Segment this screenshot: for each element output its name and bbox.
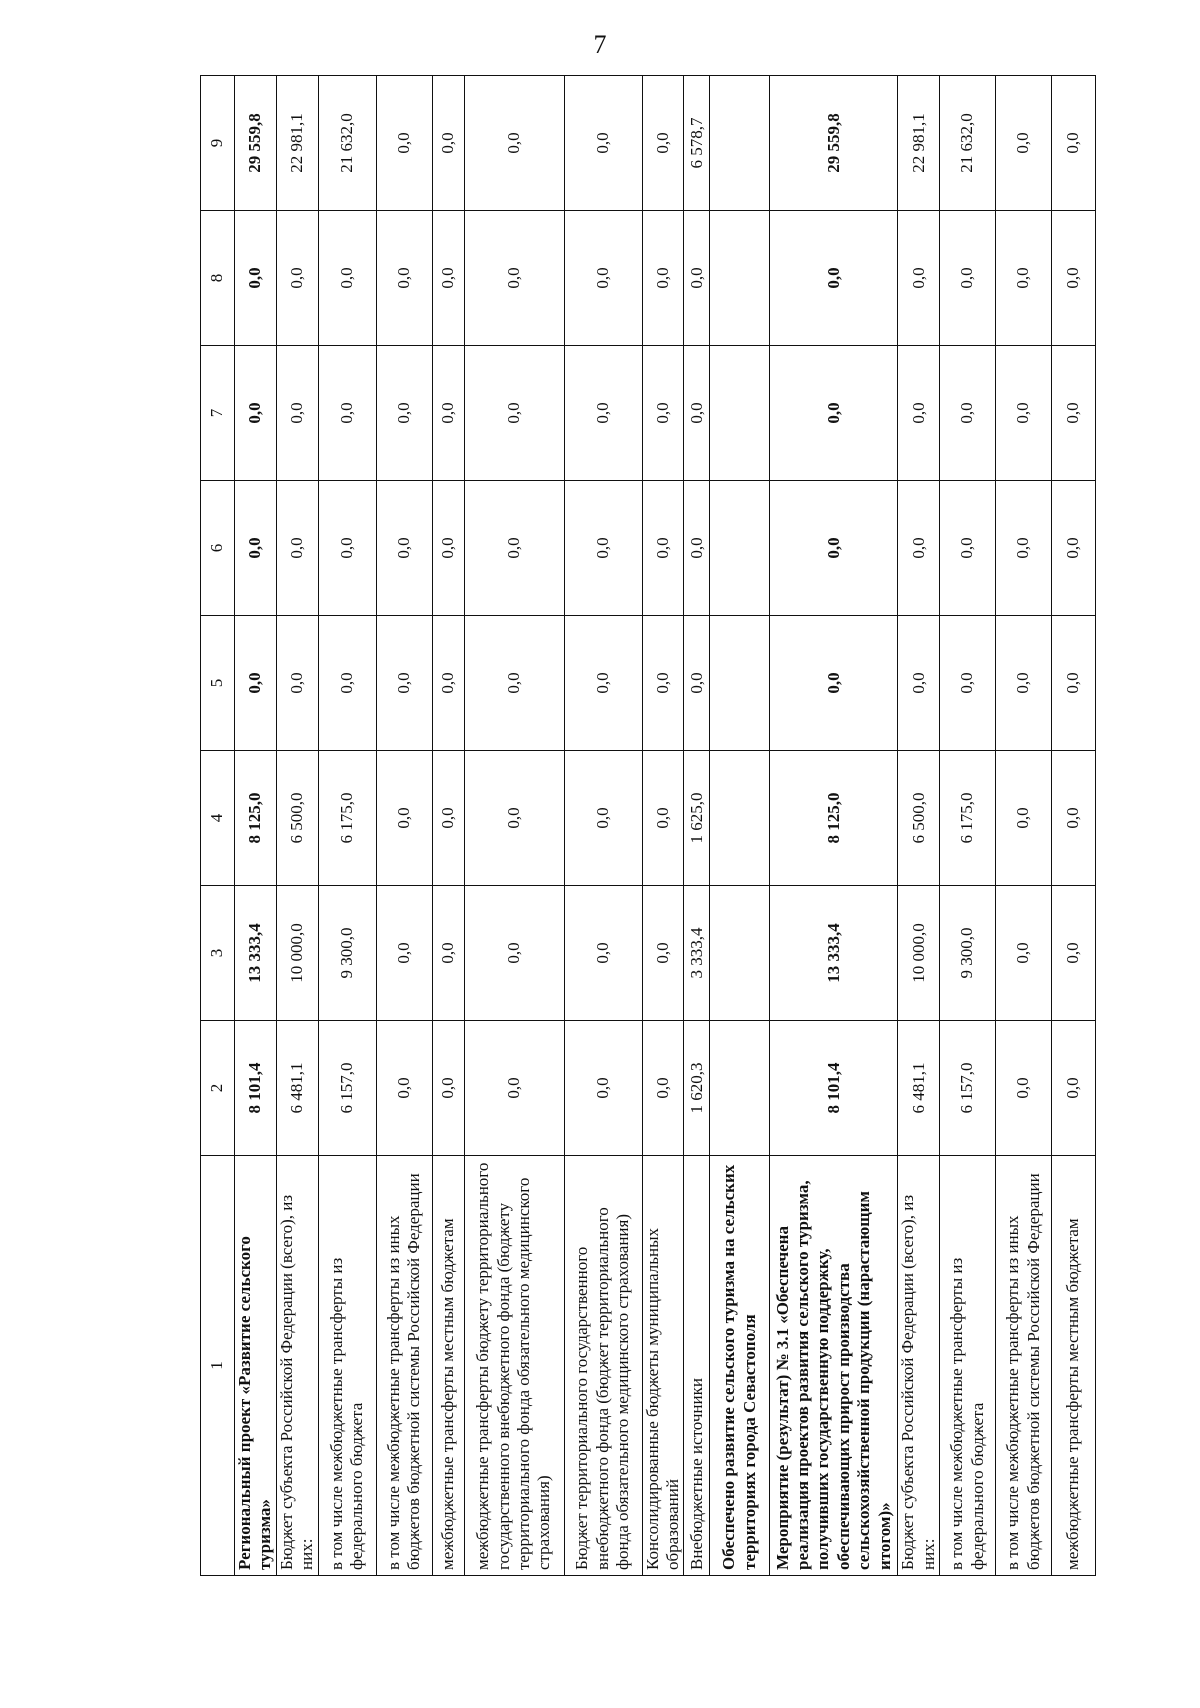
value-cell: 0,0 (276, 616, 318, 751)
table-row (564, 76, 642, 1576)
row-label: межбюджетные трансферты местным бюджетам (432, 1156, 464, 1576)
value-cell: 10 000,0 (898, 886, 940, 1021)
value-cell: 0,0 (770, 346, 898, 481)
funding-table (200, 75, 1096, 1576)
value-cell: 0,0 (996, 346, 1052, 481)
value-cell: 21 632,0 (940, 76, 996, 211)
value-cell: 0,0 (996, 751, 1052, 886)
value-cell: 0,0 (464, 481, 564, 616)
value-cell: 0,0 (770, 616, 898, 751)
value-cell: 0,0 (684, 346, 710, 481)
value-cell: 0,0 (996, 616, 1052, 751)
row-label: межбюджетные трансферты бюджету территориального государственного внебюджетного фонда (бюджету территориального фонда обязательного медицинского страхования) (464, 1156, 564, 1576)
row-label: Бюджет субъекта Российской Федерации (всего), из них: (898, 1156, 940, 1576)
value-cell: 0,0 (642, 886, 684, 1021)
table-row (898, 76, 940, 1576)
value-cell: 0,0 (898, 211, 940, 346)
value-cell: 0,0 (318, 346, 376, 481)
row-label: в том числе межбюджетные трансферты из иных бюджетов бюджетной системы Российской Федерации (376, 1156, 432, 1576)
value-cell: 6 175,0 (940, 751, 996, 886)
value-cell: 0,0 (235, 481, 277, 616)
value-cell: 0,0 (564, 481, 642, 616)
value-cell: 6 578,7 (684, 76, 710, 211)
value-cell: 0,0 (996, 886, 1052, 1021)
value-cell: 0,0 (996, 1021, 1052, 1156)
value-cell: 0,0 (1052, 211, 1096, 346)
value-cell: 0,0 (564, 76, 642, 211)
value-cell: 0,0 (1052, 76, 1096, 211)
value-cell: 0,0 (376, 1021, 432, 1156)
value-cell (710, 481, 770, 616)
value-cell (710, 751, 770, 886)
value-cell: 0,0 (642, 211, 684, 346)
value-cell: 10 000,0 (276, 886, 318, 1021)
value-cell: 8 125,0 (770, 751, 898, 886)
table-row (1052, 76, 1096, 1576)
table-row (642, 76, 684, 1576)
value-cell: 0,0 (235, 211, 277, 346)
value-cell: 0,0 (318, 481, 376, 616)
row-label: Обеспечено развитие сельского туризма на сельских территориях города Севастополя (710, 1156, 770, 1576)
value-cell: 0,0 (464, 616, 564, 751)
value-cell: 0,0 (318, 211, 376, 346)
value-cell: 0,0 (1052, 751, 1096, 886)
row-label: Мероприятие (результат) № 3.1 «Обеспечена реализация проектов развития сельского туризма, получивших государственную поддержку, обеспечивающих прирост производства сельскохозяйственной продукции (нарастающим итогом)» (770, 1156, 898, 1576)
value-cell: 6 157,0 (318, 1021, 376, 1156)
table-row (318, 76, 376, 1576)
value-cell: 0,0 (684, 211, 710, 346)
value-cell: 9 300,0 (940, 886, 996, 1021)
value-cell: 0,0 (642, 751, 684, 886)
page-number: 7 (593, 30, 607, 59)
value-cell: 29 559,8 (235, 76, 277, 211)
value-cell: 0,0 (642, 346, 684, 481)
row-label: Региональный проект «Развитие сельского туризма» (235, 1156, 277, 1576)
value-cell: 9 300,0 (318, 886, 376, 1021)
column-header: 5 (201, 616, 235, 751)
table-row (276, 76, 318, 1576)
value-cell: 0,0 (564, 211, 642, 346)
value-cell: 0,0 (432, 76, 464, 211)
value-cell: 0,0 (684, 481, 710, 616)
value-cell: 0,0 (1052, 616, 1096, 751)
value-cell (710, 346, 770, 481)
row-label: в том числе межбюджетные трансферты из иных бюджетов бюджетной системы Российской Федерации (996, 1156, 1052, 1576)
column-header: 7 (201, 346, 235, 481)
value-cell: 0,0 (642, 1021, 684, 1156)
value-cell: 8 101,4 (770, 1021, 898, 1156)
value-cell: 0,0 (376, 346, 432, 481)
value-cell: 0,0 (940, 211, 996, 346)
value-cell: 0,0 (642, 76, 684, 211)
value-cell: 0,0 (1052, 346, 1096, 481)
row-label: в том числе межбюджетные трансферты из федерального бюджета (940, 1156, 996, 1576)
value-cell: 0,0 (996, 481, 1052, 616)
value-cell: 1 620,3 (684, 1021, 710, 1156)
value-cell: 0,0 (684, 616, 710, 751)
table-row (710, 76, 770, 1576)
value-cell: 0,0 (940, 346, 996, 481)
value-cell: 21 632,0 (318, 76, 376, 211)
value-cell: 0,0 (940, 481, 996, 616)
row-label: Внебюджетные источники (684, 1156, 710, 1576)
header-row (201, 76, 235, 1576)
value-cell: 3 333,4 (684, 886, 710, 1021)
value-cell: 8 101,4 (235, 1021, 277, 1156)
value-cell: 0,0 (464, 211, 564, 346)
rotated-table-wrapper (200, 76, 1083, 1576)
value-cell: 0,0 (464, 76, 564, 211)
value-cell: 0,0 (464, 886, 564, 1021)
value-cell: 6 481,1 (276, 1021, 318, 1156)
value-cell: 0,0 (464, 751, 564, 886)
value-cell (710, 616, 770, 751)
value-cell: 0,0 (770, 481, 898, 616)
value-cell: 0,0 (564, 751, 642, 886)
table-row (235, 76, 277, 1576)
row-label: в том числе межбюджетные трансферты из федерального бюджета (318, 1156, 376, 1576)
value-cell: 0,0 (898, 616, 940, 751)
value-cell: 0,0 (376, 616, 432, 751)
table-body (201, 76, 1096, 1576)
value-cell: 0,0 (376, 211, 432, 346)
value-cell: 0,0 (235, 346, 277, 481)
value-cell: 22 981,1 (276, 76, 318, 211)
value-cell: 0,0 (940, 616, 996, 751)
value-cell: 0,0 (564, 886, 642, 1021)
column-header: 3 (201, 886, 235, 1021)
value-cell: 0,0 (276, 481, 318, 616)
value-cell: 0,0 (276, 346, 318, 481)
value-cell: 0,0 (1052, 481, 1096, 616)
value-cell: 0,0 (376, 751, 432, 886)
value-cell: 6 175,0 (318, 751, 376, 886)
value-cell: 13 333,4 (235, 886, 277, 1021)
value-cell: 0,0 (996, 211, 1052, 346)
value-cell: 0,0 (235, 616, 277, 751)
row-label: Консолидированные бюджеты муниципальных образований (642, 1156, 684, 1576)
row-label: межбюджетные трансферты местным бюджетам (1052, 1156, 1096, 1576)
table-row (464, 76, 564, 1576)
value-cell: 0,0 (898, 346, 940, 481)
value-cell: 0,0 (432, 751, 464, 886)
table-row (996, 76, 1052, 1576)
value-cell: 0,0 (376, 76, 432, 211)
value-cell: 0,0 (464, 1021, 564, 1156)
column-header: 1 (201, 1156, 235, 1576)
column-header: 2 (201, 1021, 235, 1156)
value-cell: 0,0 (432, 211, 464, 346)
value-cell: 0,0 (564, 1021, 642, 1156)
table-row (432, 76, 464, 1576)
value-cell: 0,0 (564, 616, 642, 751)
value-cell: 6 157,0 (940, 1021, 996, 1156)
value-cell: 0,0 (1052, 1021, 1096, 1156)
value-cell: 0,0 (276, 211, 318, 346)
value-cell: 0,0 (432, 886, 464, 1021)
value-cell: 0,0 (376, 481, 432, 616)
row-label: Бюджет территориального государственного внебюджетного фонда (бюджет территориального фонда обязательного медицинского страхования) (564, 1156, 642, 1576)
value-cell: 0,0 (770, 211, 898, 346)
value-cell: 13 333,4 (770, 886, 898, 1021)
value-cell (710, 211, 770, 346)
value-cell: 0,0 (564, 346, 642, 481)
value-cell: 8 125,0 (235, 751, 277, 886)
value-cell: 1 625,0 (684, 751, 710, 886)
column-header: 8 (201, 211, 235, 346)
value-cell: 6 481,1 (898, 1021, 940, 1156)
value-cell: 0,0 (432, 346, 464, 481)
value-cell: 6 500,0 (898, 751, 940, 886)
value-cell (710, 76, 770, 211)
value-cell: 0,0 (898, 481, 940, 616)
value-cell: 6 500,0 (276, 751, 318, 886)
value-cell: 0,0 (432, 616, 464, 751)
column-header: 4 (201, 751, 235, 886)
value-cell: 0,0 (376, 886, 432, 1021)
value-cell: 29 559,8 (770, 76, 898, 211)
value-cell (710, 886, 770, 1021)
column-header: 9 (201, 76, 235, 211)
value-cell: 0,0 (318, 616, 376, 751)
row-label: Бюджет субъекта Российской Федерации (всего), из них: (276, 1156, 318, 1576)
value-cell: 22 981,1 (898, 76, 940, 211)
value-cell: 0,0 (996, 76, 1052, 211)
value-cell: 0,0 (642, 481, 684, 616)
table-row (376, 76, 432, 1576)
value-cell: 0,0 (432, 481, 464, 616)
value-cell: 0,0 (432, 1021, 464, 1156)
table-row (684, 76, 710, 1576)
table-row (940, 76, 996, 1576)
value-cell: 0,0 (642, 616, 684, 751)
value-cell: 0,0 (464, 346, 564, 481)
value-cell (710, 1021, 770, 1156)
column-header: 6 (201, 481, 235, 616)
value-cell: 0,0 (1052, 886, 1096, 1021)
table-row (770, 76, 898, 1576)
